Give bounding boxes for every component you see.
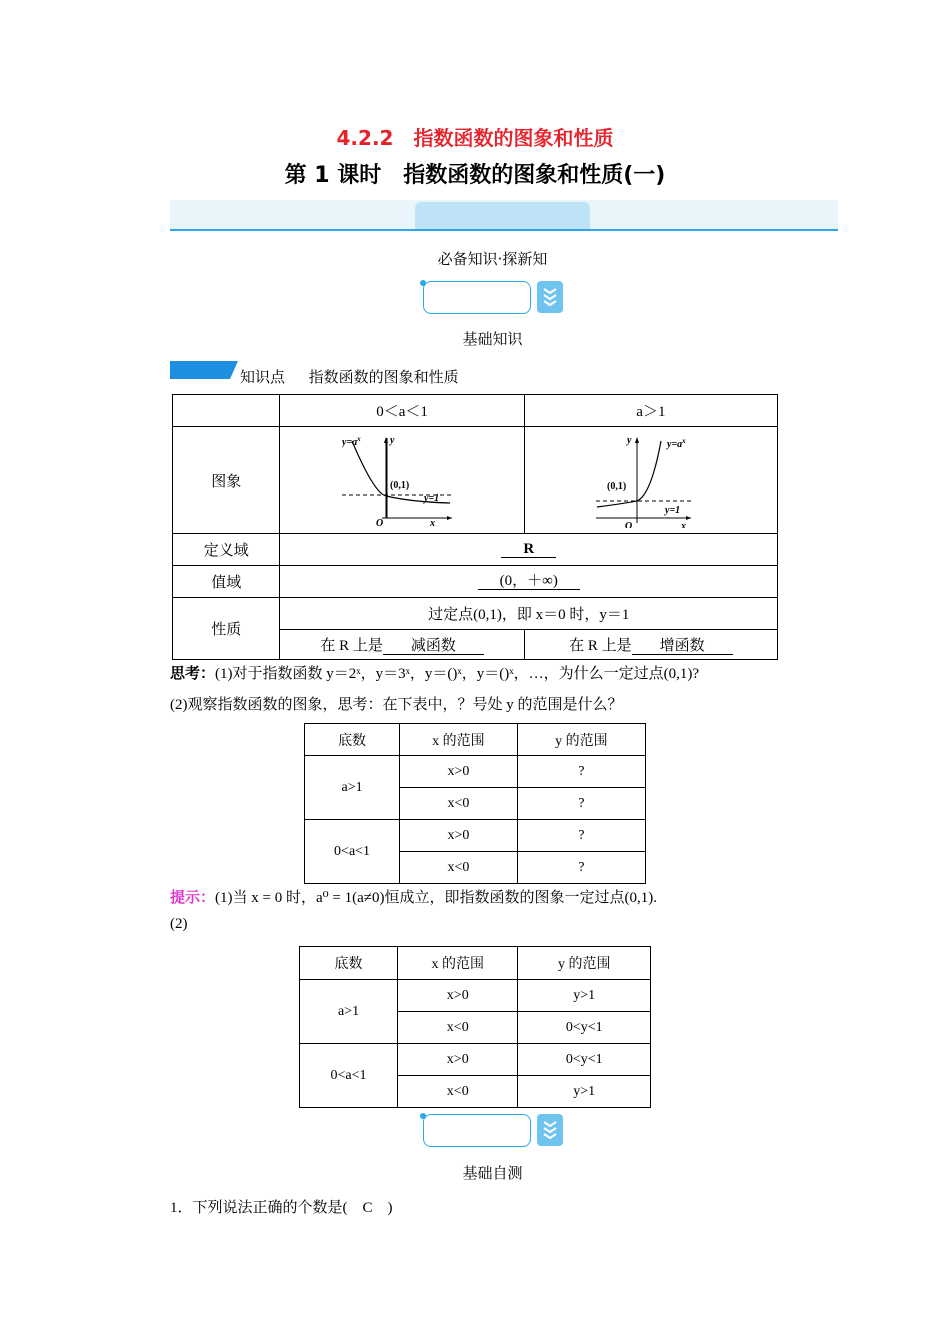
col-header-small-a: 0＜a＜1 — [280, 395, 524, 427]
table-cell: 0<y<1 — [518, 1044, 651, 1076]
knowledge-point-tag — [170, 361, 238, 379]
decorative-tab — [415, 202, 590, 229]
knowledge-point-label: 知识点 — [240, 368, 286, 386]
svg-text:y=1: y=1 — [664, 504, 681, 516]
decorative-box — [423, 281, 531, 314]
monotone-right-prefix: 在 R 上是 — [569, 638, 632, 654]
graph-increasing — [524, 427, 777, 534]
table-cell: x>0 — [400, 756, 518, 788]
section-title: 4.2.2 指数函数的图象和性质 — [336, 126, 614, 150]
table-cell: y>1 — [518, 1076, 651, 1108]
think-label: 思考： — [170, 666, 216, 682]
a-header-y: y 的范围 — [518, 947, 651, 980]
answer-table — [299, 946, 651, 1108]
table-cell: x>0 — [398, 980, 518, 1012]
monotone-left-prefix: 在 R 上是 — [320, 638, 383, 654]
decorative-dot — [420, 1113, 426, 1119]
q-header-base: 底数 — [305, 724, 400, 756]
a-base-1: a>1 — [300, 980, 398, 1044]
row-label-domain: 定义域 — [173, 534, 280, 566]
question-table — [304, 723, 646, 884]
band-underline — [170, 229, 838, 231]
svg-text:y=1: y=1 — [424, 492, 440, 504]
self-test-question-1: 1．下列说法正确的个数是( C ) — [170, 1200, 393, 1216]
a-header-x: x 的范围 — [398, 947, 518, 980]
a-header-base: 底数 — [300, 947, 398, 980]
decorative-box — [423, 1114, 531, 1147]
hint-part2: (2) — [170, 916, 188, 932]
range-value: (0，＋∞) — [478, 573, 580, 590]
table-cell: ? — [517, 788, 645, 820]
table-cell: x>0 — [400, 820, 518, 852]
svg-text:x: x — [430, 517, 436, 528]
table-cell: x<0 — [398, 1012, 518, 1044]
table-cell: x<0 — [400, 788, 518, 820]
svg-text:y=ax: $y=a^x$ — [666, 436, 686, 450]
svg-text:(0,1): (0,1) — [606, 480, 627, 492]
domain-value: R — [501, 541, 556, 558]
table-cell: x>0 — [398, 1044, 518, 1076]
monotone-right-value: 增函数 — [632, 638, 733, 655]
svg-text:y: y — [626, 434, 632, 446]
properties-table — [172, 394, 778, 660]
table-cell: y>1 — [518, 980, 651, 1012]
q-base-2: 0<a<1 — [305, 820, 400, 884]
lesson-title: 第 1 课时 指数函数的图象和性质(一) — [284, 163, 666, 188]
q-header-y: y 的范围 — [517, 724, 645, 756]
increasing-exponential-graph — [591, 433, 711, 528]
table-cell: x<0 — [398, 1076, 518, 1108]
a-base-2: 0<a<1 — [300, 1044, 398, 1108]
section2-title: 基础自测 — [462, 1164, 523, 1182]
chevron-down-icon — [537, 281, 563, 313]
svg-text:O: O — [624, 520, 633, 528]
chevron-down-icon — [537, 1114, 563, 1146]
svg-text:O: O — [376, 517, 384, 528]
table-cell: 0<y<1 — [518, 1012, 651, 1044]
think-question-1: (1)对于指数函数 y＝2ˣ，y＝3ˣ，y＝()ˣ，y＝()ˣ，…，为什么一定过点(0,1)? — [215, 666, 699, 682]
fixed-point-text: 过定点(0,1)，即 x＝0 时，y＝1 — [280, 598, 778, 630]
svg-text:(0,1): (0,1) — [390, 479, 410, 491]
monotone-left-value: 减函数 — [383, 638, 484, 655]
graph-decreasing — [280, 427, 524, 534]
hint-text: (1)当 x = 0 时，a⁰ = 1(a≠0)恒成立，即指数函数的图象一定过点(0,1). — [215, 890, 657, 906]
hint-label: 提示： — [170, 890, 216, 906]
decreasing-exponential-graph — [342, 433, 462, 528]
think-question-2: (2)观察指数函数的图象，思考：在下表中，？号处 y 的范围是什么？ — [170, 697, 623, 713]
knowledge-point-title: 指数函数的图象和性质 — [308, 368, 459, 386]
q-header-x: x 的范围 — [400, 724, 518, 756]
row-label-graph: 图象 — [173, 427, 280, 534]
row-label-properties: 性质 — [173, 598, 280, 660]
table-cell: ? — [517, 756, 645, 788]
svg-text:y=ax: $y=a^x$ — [342, 434, 361, 448]
svg-text:x: x — [680, 520, 686, 528]
svg-text:y: y — [390, 434, 395, 446]
table-corner — [173, 395, 280, 427]
section1-subtitle: 基础知识 — [462, 330, 523, 348]
table-cell: x<0 — [400, 852, 518, 884]
decorative-dot — [420, 280, 426, 286]
row-label-range: 值域 — [173, 566, 280, 598]
col-header-large-a: a＞1 — [524, 395, 777, 427]
table-cell: ? — [517, 820, 645, 852]
table-cell: ? — [517, 852, 645, 884]
q-base-1: a>1 — [305, 756, 400, 820]
section1-title: 必备知识·探新知 — [437, 250, 548, 268]
